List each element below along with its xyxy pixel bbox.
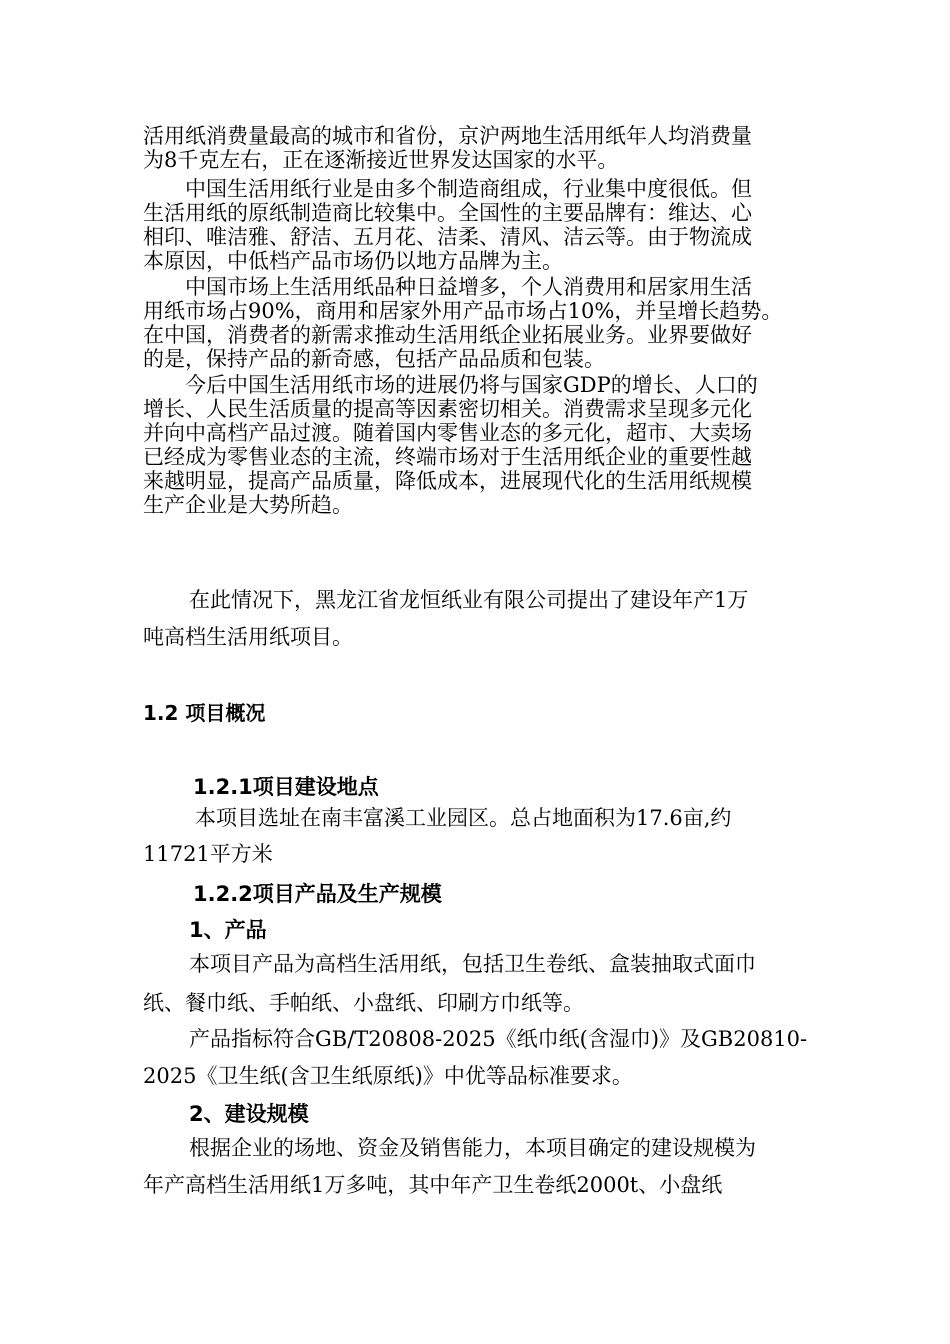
- paragraph-line: 吨高档生活用纸项目。: [143, 625, 353, 649]
- item-heading: 1、产品: [189, 918, 267, 942]
- paragraph-line: 的是，保持产品的新奇感，包括产品品质和包装。: [143, 347, 605, 371]
- paragraph-line: 2025《卫生纸(含卫生纸原纸)》中优等品标准要求。: [143, 1064, 633, 1088]
- paragraph-line: 用纸市场占90%，商用和居家外用产品市场占10%，并呈增长趋势。: [143, 299, 783, 323]
- paragraph-line: 相印、唯洁雅、舒洁、五月花、洁柔、清风、洁云等。由于物流成: [143, 225, 752, 249]
- subsection-heading: 1.2.2项目产品及生产规模: [193, 882, 442, 906]
- section-heading: 1.2 项目概况: [143, 701, 266, 725]
- paragraph-line: 本项目产品为高档生活用纸，包括卫生卷纸、盒装抽取式面巾: [189, 952, 756, 976]
- paragraph-line: 本项目选址在南丰富溪工业园区。总占地面积为17.6亩,约: [195, 806, 732, 830]
- paragraph-line: 已经成为零售业态的主流，终端市场对于生活用纸企业的重要性越: [143, 445, 752, 469]
- paragraph-line: 11721平方米: [143, 842, 273, 866]
- paragraph-line: 增长、人民生活质量的提高等因素密切相关。消费需求呈现多元化: [143, 397, 752, 421]
- paragraph-line: 活用纸消费量最高的城市和省份，京沪两地生活用纸年人均消费量: [143, 124, 752, 148]
- subsection-heading: 1.2.1项目建设地点: [193, 775, 379, 799]
- paragraph-line: 中国生活用纸行业是由多个制造商组成，行业集中度很低。但: [143, 177, 752, 201]
- paragraph-line: 纸、餐巾纸、手帕纸、小盘纸、印刷方巾纸等。: [143, 991, 584, 1015]
- paragraph-line: 本原因，中低档产品市场仍以地方品牌为主。: [143, 249, 563, 273]
- paragraph-line: 今后中国生活用纸市场的进展仍将与国家GDP的增长、人口的: [143, 373, 758, 397]
- paragraph-line: 产品指标符合GB/T20808-2025《纸巾纸(含湿巾)》及GB20810-: [189, 1027, 808, 1051]
- paragraph-line: 生活用纸的原纸制造商比较集中。全国性的主要品牌有：维达、心: [143, 201, 752, 225]
- paragraph-line: 生产企业是大势所趋。: [143, 493, 353, 517]
- paragraph-line: 来越明显，提高产品质量，降低成本，进展现代化的生活用纸规模: [143, 469, 752, 493]
- item-heading: 2、建设规模: [189, 1102, 309, 1126]
- paragraph-line: 在此情况下，黑龙江省龙恒纸业有限公司提出了建设年产1万: [189, 588, 749, 612]
- paragraph-line: 根据企业的场地、资金及销售能力，本项目确定的建设规模为: [189, 1136, 756, 1160]
- paragraph-line: 中国市场上生活用纸品种日益增多，个人消费用和居家用生活: [143, 275, 752, 299]
- paragraph-line: 在中国，消费者的新需求推动生活用纸企业拓展业务。业界要做好: [143, 323, 752, 347]
- paragraph-line: 年产高档生活用纸1万多吨，其中年产卫生卷纸2000t、小盘纸: [143, 1173, 723, 1197]
- paragraph-line: 为8千克左右，正在逐渐接近世界发达国家的水平。: [143, 148, 619, 172]
- paragraph-line: 并向中高档产品过渡。随着国内零售业态的多元化，超市、大卖场: [143, 421, 752, 445]
